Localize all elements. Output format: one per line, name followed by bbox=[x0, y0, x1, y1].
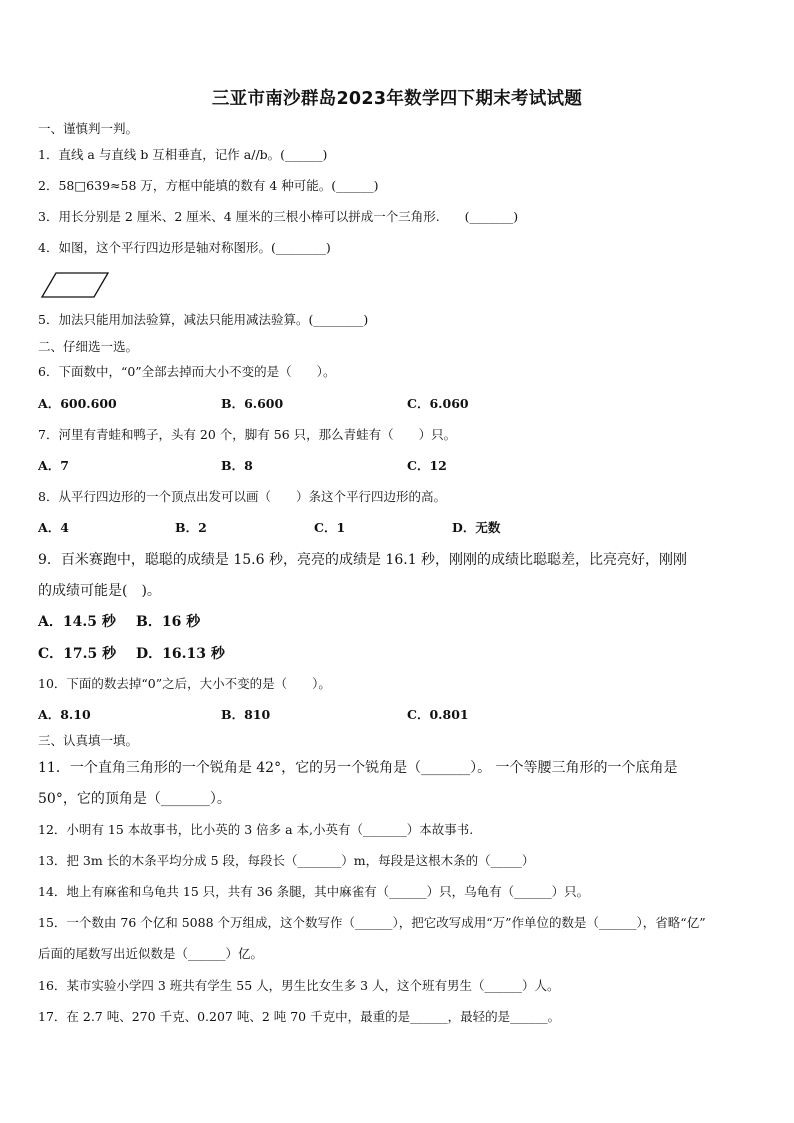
question-13: 13．把 3m 长的木条平均分成 5 段，每段长（_______）m，每段是这根木条的（_____） bbox=[38, 853, 535, 868]
question-5: 5．加法只能用加法验算，减法只能用减法验算。(________) bbox=[38, 312, 369, 327]
option-8c: C．1 bbox=[314, 520, 346, 535]
option-6c: C．6.060 bbox=[407, 396, 469, 411]
option-9d: D．16.13 秒 bbox=[136, 646, 225, 662]
question-2: 2．58□639≈58 万，方框中能填的数有 4 种可能。(______) bbox=[38, 178, 379, 193]
question-9-line-1: 9．百米赛跑中，聪聪的成绩是 15.6 秒，亮亮的成绩是 16.1 秒，刚刚的成绩比聪聪差，比亮亮好，刚刚 bbox=[38, 552, 688, 568]
parallelogram-figure bbox=[40, 271, 112, 299]
option-7a: A．7 bbox=[38, 458, 69, 473]
question-11-line-2: 50°，它的顶角是（_______）。 bbox=[38, 791, 231, 807]
question-11-line-1: 11．一个直角三角形的一个锐角是 42°，它的另一个锐角是（_______）。 一个等腰三角形的一个底角是 bbox=[38, 760, 678, 776]
option-8a: A．4 bbox=[38, 520, 69, 535]
question-8: 8．从平行四边形的一个顶点出发可以画（ ）条这个平行四边形的高。 bbox=[38, 489, 446, 504]
option-8d: D．无数 bbox=[452, 520, 501, 535]
page-title: 三亚市南沙群岛2023年数学四下期末考试试题 bbox=[211, 89, 583, 109]
question-15-line-2: 后面的尾数写出近似数是（______）亿。 bbox=[38, 946, 264, 961]
option-10a: A．8.10 bbox=[38, 707, 91, 722]
option-9b: B．16 秒 bbox=[136, 614, 201, 630]
question-4: 4．如图，这个平行四边形是轴对称图形。(________) bbox=[38, 240, 331, 255]
section-heading-judge: 一、谨慎判一判。 bbox=[38, 121, 139, 136]
option-10c: C．0.801 bbox=[407, 707, 469, 722]
question-6: 6．下面数中，“0”全部去掉而大小不变的是（ ）。 bbox=[38, 364, 336, 379]
option-7c: C．12 bbox=[407, 458, 447, 473]
question-16: 16．某市实验小学四 3 班共有学生 55 人，男生比女生多 3 人，这个班有男生（______）人。 bbox=[38, 978, 560, 993]
question-9-line-2: 的成绩可能是( )。 bbox=[38, 583, 161, 599]
question-12: 12．小明有 15 本故事书，比小英的 3 倍多 a 本,小英有（_______）本故事书. bbox=[38, 822, 474, 837]
option-7b: B．8 bbox=[221, 458, 253, 473]
option-6b: B．6.600 bbox=[221, 396, 284, 411]
section-heading-fill: 三、认真填一填。 bbox=[38, 733, 139, 748]
option-8b: B．2 bbox=[175, 520, 207, 535]
question-3: 3．用长分别是 2 厘米、2 厘米、4 厘米的三根小棒可以拼成一个三角形. (_______) bbox=[38, 209, 519, 224]
question-14: 14．地上有麻雀和乌龟共 15 只，共有 36 条腿，其中麻雀有（______）只，乌龟有（______）只。 bbox=[38, 884, 590, 899]
section-heading-choose: 二、仔细选一选。 bbox=[38, 339, 139, 354]
option-9c: C．17.5 秒 bbox=[38, 646, 117, 662]
question-1: 1．直线 a 与直线 b 互相垂直，记作 a//b。(______) bbox=[38, 147, 328, 162]
option-9a: A．14.5 秒 bbox=[38, 614, 116, 630]
question-10: 10．下面的数去掉“0”之后，大小不变的是（ ）。 bbox=[38, 676, 331, 691]
question-15-line-1: 15．一个数由 76 个亿和 5088 个万组成，这个数写作（______），把它改写成用“万”作单位的数是（______），省略“亿” bbox=[38, 915, 706, 930]
option-6a: A．600.600 bbox=[38, 396, 117, 411]
question-17: 17．在 2.7 吨、270 千克、0.207 吨、2 吨 70 千克中，最重的是______，最轻的是______。 bbox=[38, 1009, 561, 1024]
question-7: 7．河里有青蛙和鸭子，头有 20 个，脚有 56 只，那么青蛙有（ ）只。 bbox=[38, 427, 457, 442]
option-10b: B．810 bbox=[221, 707, 271, 722]
